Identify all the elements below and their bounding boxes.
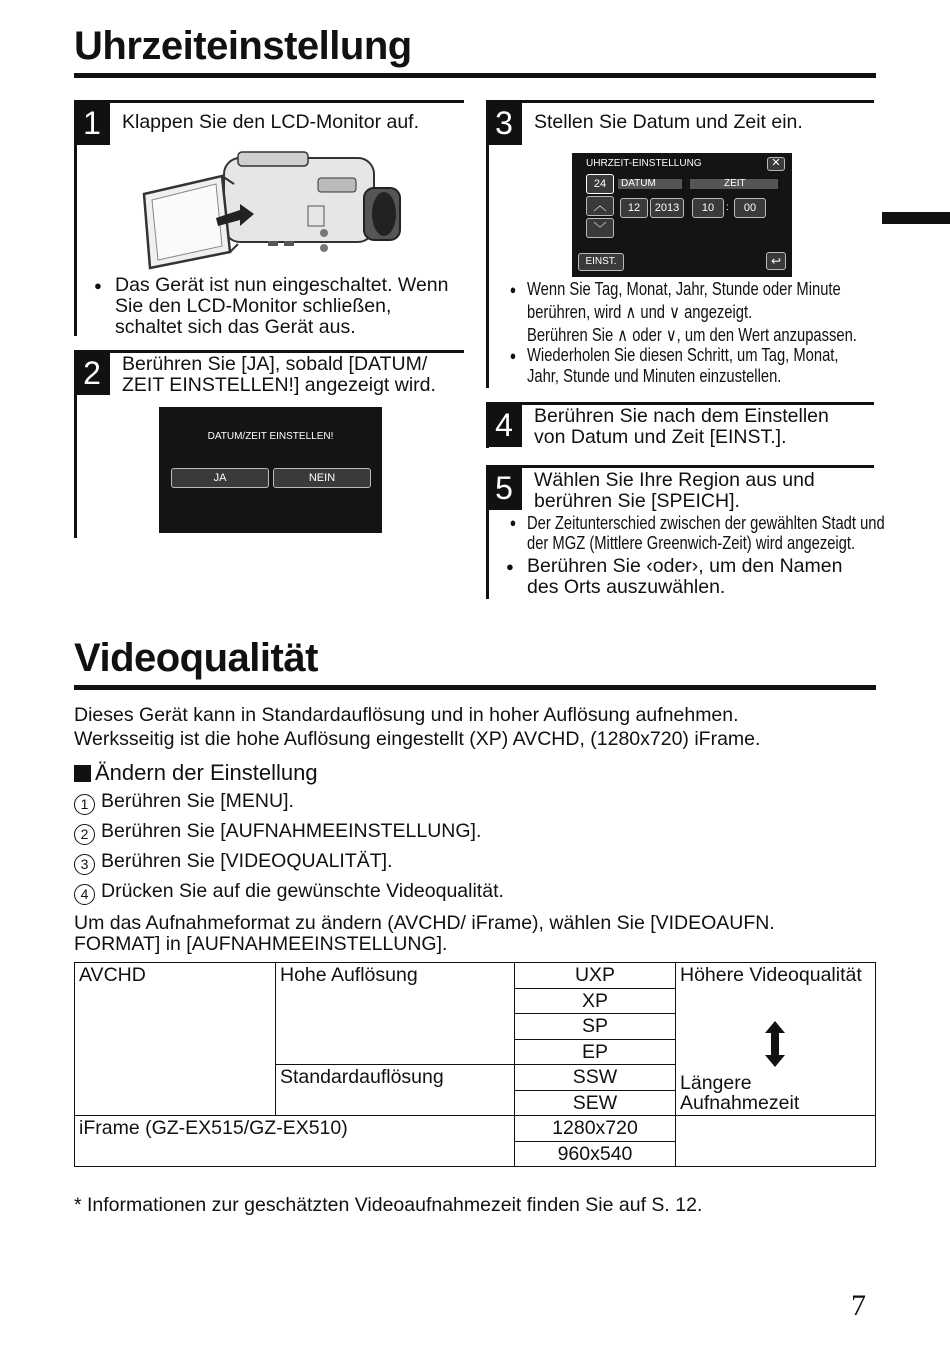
- list-item: 3 Berühren Sie [VIDEOQUALITÄT].: [74, 851, 504, 881]
- step4-left-rule: [486, 402, 489, 448]
- page-number: 7: [851, 1289, 866, 1322]
- list-item: 2 Berühren Sie [AUFNAHMEEINSTELLUNG].: [74, 821, 504, 851]
- no-button[interactable]: NEIN: [273, 468, 371, 488]
- double-arrow-icon: [764, 1021, 786, 1067]
- step4-text: Berühren Sie nach dem Einstellen von Datum und Zeit [EINST.].: [534, 405, 829, 448]
- down-chevron-icon: ∨: [665, 325, 677, 345]
- up-arrow-button[interactable]: ︿: [586, 196, 614, 216]
- avchd-cell: AVCHD: [75, 963, 276, 1116]
- list-item: 1 Berühren Sie [MENU].: [74, 791, 504, 821]
- step5-number: 5: [486, 466, 522, 510]
- down-arrow-button[interactable]: ﹀: [586, 218, 614, 238]
- mode-cell: EP: [515, 1039, 676, 1065]
- step1-left-rule: [74, 100, 77, 336]
- step4-number: 4: [486, 403, 522, 447]
- mode-cell: 960x540: [515, 1141, 676, 1167]
- camcorder-illustration: [138, 148, 404, 274]
- set-button[interactable]: EINST.: [578, 253, 624, 271]
- step2-number: 2: [74, 351, 110, 395]
- quality-scale-cell: [676, 963, 876, 1116]
- page-title-video: Videoqualität: [74, 636, 318, 680]
- clock-screen-title: UHRZEIT-EINSTELLUNG: [586, 158, 702, 169]
- footnote: * Informationen zur geschätzten Videoaufnahmezeit finden Sie auf S. 12.: [74, 1194, 703, 1216]
- step3-bullet2: ● Wiederholen Sie diesen Schritt, um Tag, Monat, Jahr, Stunde und Minuten einzustellen.: [527, 345, 838, 387]
- step2-left-rule: [74, 350, 77, 538]
- right-chevron-icon: ›: [691, 555, 699, 577]
- video-steps-list: [74, 791, 504, 911]
- mode-cell: XP: [515, 988, 676, 1014]
- step1-top-rule: [74, 100, 464, 103]
- up-chevron-icon: ∧: [625, 302, 637, 322]
- time-label: ZEIT: [724, 178, 746, 189]
- left-chevron-icon: ‹: [640, 555, 653, 577]
- hour-field[interactable]: 10: [692, 198, 724, 218]
- hd-cell: Hohe Auflösung: [276, 963, 515, 1065]
- step5-bullet1: ● Der Zeitunterschied zwischen der gewählten Stadt und der MGZ (Mittlere Greenwich-Zeit) wird angezeigt.: [527, 513, 885, 553]
- step1-text: Klappen Sie den LCD-Monitor auf.: [122, 111, 420, 133]
- empty-cell: [676, 1116, 876, 1167]
- longer-time-label: Längere Aufnahmezeit: [680, 1072, 800, 1114]
- step3-top-rule: [486, 100, 874, 103]
- time-separator: :: [726, 202, 729, 213]
- up-chevron-icon: ∧: [617, 325, 629, 345]
- mode-cell: 1280x720: [515, 1116, 676, 1142]
- mode-cell: SP: [515, 1014, 676, 1040]
- prompt-title: DATUM/ZEIT EINSTELLEN!: [207, 431, 334, 442]
- step3-text: Stellen Sie Datum und Zeit ein.: [534, 111, 803, 133]
- higher-quality-label: Höhere Videoqualität: [680, 964, 862, 986]
- return-icon[interactable]: ↩: [766, 252, 786, 270]
- step1-number: 1: [74, 101, 110, 145]
- step1-bullet: ● Das Gerät ist nun eingeschaltet. Wenn Sie den LCD-Monitor schließen, schaltet sich das Gerät aus.: [115, 275, 475, 338]
- subheading: Ändern der Einstellung: [74, 760, 318, 786]
- datetime-prompt-screen: [159, 407, 382, 533]
- video-quality-table: [74, 962, 876, 1167]
- video-intro: Dieses Gerät kann in Standardauflösung und in hoher Auflösung aufnehmen. Werksseitig ist die hohe Auflösung eingestellt (XP) AVCHD, (1280x720) iFrame.: [74, 704, 761, 750]
- format-note: Um das Aufnahmeformat zu ändern (AVCHD/ iFrame), wählen Sie [VIDEOAUFN. FORMAT] in [AUFNAHMEEINSTELLUNG].: [74, 912, 775, 955]
- step2-text: Berühren Sie [JA], sobald [DATUM/ ZEIT EINSTELLEN!] angezeigt wird.: [122, 353, 436, 396]
- list-item: 4 Drücken Sie auf die gewünschte Videoqualität.: [74, 881, 504, 911]
- year-field[interactable]: 2013: [650, 198, 684, 218]
- title-rule: [74, 73, 876, 78]
- page-title-clock: Uhrzeiteinstellung: [74, 24, 412, 68]
- video-title-rule: [74, 685, 876, 690]
- square-bullet-icon: [74, 765, 91, 782]
- month-field[interactable]: 12: [620, 198, 648, 218]
- iframe-cell: iFrame (GZ-EX515/GZ-EX510): [75, 1116, 515, 1167]
- date-label: DATUM: [621, 178, 656, 189]
- step5-bullet2: ● Berühren Sie ‹oder›, um den Namen des Orts auszuwählen.: [527, 556, 842, 598]
- step5-left-rule: [486, 465, 489, 599]
- step5-top-rule: [486, 465, 874, 468]
- down-chevron-icon: ∨: [669, 302, 680, 322]
- step5-text: Wählen Sie Ihre Region aus und berühren Sie [SPEICH].: [534, 469, 815, 512]
- mode-cell: SEW: [515, 1090, 676, 1116]
- minute-field[interactable]: 00: [734, 198, 766, 218]
- yes-button[interactable]: JA: [171, 468, 269, 488]
- clock-setting-screen: [572, 153, 792, 277]
- step3-number: 3: [486, 101, 522, 145]
- step3-bullet1: ● Wenn Sie Tag, Monat, Jahr, Stunde oder Minute berühren, wird ∧ und ∨ angezeigt. Berühren Sie ∧ oder ∨, um den Wert anzupassen.: [527, 278, 857, 347]
- sd-cell: Standardauflösung: [276, 1065, 515, 1116]
- step3-left-rule: [486, 100, 489, 388]
- day-field[interactable]: 24: [586, 174, 614, 194]
- close-icon[interactable]: ✕: [767, 157, 785, 171]
- mode-cell: UXP: [515, 963, 676, 989]
- side-tab-marker: [882, 212, 950, 224]
- mode-cell: SSW: [515, 1065, 676, 1091]
